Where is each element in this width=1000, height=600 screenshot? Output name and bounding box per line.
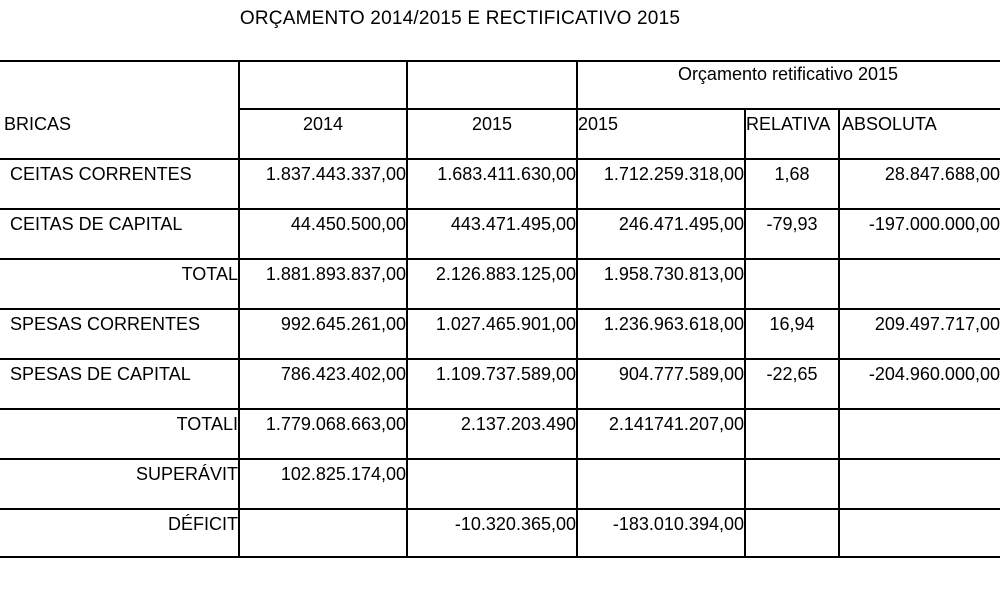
cell-2014: 1.779.068.663,00 bbox=[265, 414, 406, 434]
table-border-top bbox=[0, 60, 1000, 62]
row-label-total: TOTALI bbox=[176, 414, 238, 434]
cell-2014: 44.450.500,00 bbox=[290, 214, 406, 234]
table-col-divider bbox=[406, 60, 408, 558]
cell-2014: 992.645.261,00 bbox=[280, 314, 406, 334]
cell-absoluta: -197.000.000,00 bbox=[868, 214, 1000, 234]
row-label: CEITAS CORRENTES bbox=[10, 164, 192, 184]
table-col-divider bbox=[576, 60, 578, 558]
cell-2015-ret: 2.141741.207,00 bbox=[608, 414, 744, 434]
cell-relativa: -79,93 bbox=[766, 214, 818, 234]
cell-2015: 2.126.883.125,00 bbox=[435, 264, 576, 284]
cell-2015-ret: 904.777.589,00 bbox=[618, 364, 744, 384]
row-label: SPESAS CORRENTES bbox=[10, 314, 201, 334]
cell-2014: 102.825.174,00 bbox=[280, 464, 406, 484]
header-orcamento-retificativo: Orçamento retificativo 2015 bbox=[677, 64, 899, 84]
cell-2015: 443.471.495,00 bbox=[450, 214, 576, 234]
table-rule bbox=[0, 408, 1000, 410]
cell-2015: -10.320.365,00 bbox=[454, 514, 576, 534]
table-rule bbox=[0, 358, 1000, 360]
row-label-deficit: DÉFICIT bbox=[168, 514, 238, 534]
header-rubricas: BRICAS bbox=[4, 114, 72, 134]
header-2015: 2015 bbox=[471, 114, 513, 134]
row-label: CEITAS DE CAPITAL bbox=[10, 214, 183, 234]
cell-2015: 1.027.465.901,00 bbox=[435, 314, 576, 334]
header-absoluta: ABSOLUTA bbox=[842, 114, 937, 134]
table-rule bbox=[0, 258, 1000, 260]
table-rule bbox=[0, 308, 1000, 310]
row-label-superavit: SUPERÁVIT bbox=[135, 464, 238, 484]
cell-absoluta: 209.497.717,00 bbox=[874, 314, 1000, 334]
page-title: ORÇAMENTO 2014/2015 E RECTIFICATIVO 2015 bbox=[239, 8, 681, 29]
cell-absoluta: 28.847.688,00 bbox=[884, 164, 1000, 184]
header-2015-ret: 2015 bbox=[578, 114, 619, 134]
table-border-bottom bbox=[0, 556, 1000, 558]
cell-2015-ret: -183.010.394,00 bbox=[612, 514, 744, 534]
cell-2015: 2.137.203.490 bbox=[460, 414, 576, 434]
row-label: SPESAS DE CAPITAL bbox=[10, 364, 191, 384]
cell-relativa: -22,65 bbox=[766, 364, 818, 384]
header-2014: 2014 bbox=[302, 114, 344, 134]
header-relativa: RELATIVA bbox=[746, 114, 831, 134]
cell-relativa: 16,94 bbox=[769, 314, 815, 334]
cell-2015-ret: 246.471.495,00 bbox=[618, 214, 744, 234]
cell-absoluta: -204.960.000,00 bbox=[868, 364, 1000, 384]
cell-2015: 1.683.411.630,00 bbox=[437, 164, 576, 184]
row-label-total: TOTAL bbox=[181, 264, 238, 284]
cell-2014: 1.881.893.837,00 bbox=[265, 264, 406, 284]
table-rule bbox=[238, 108, 1000, 110]
table-rule bbox=[0, 158, 1000, 160]
table-rule bbox=[0, 458, 1000, 460]
table-rule bbox=[0, 208, 1000, 210]
cell-2015-ret: 1.236.963.618,00 bbox=[603, 314, 744, 334]
cell-relativa: 1,68 bbox=[774, 164, 810, 184]
budget-table bbox=[0, 60, 1000, 558]
cell-2014: 786.423.402,00 bbox=[280, 364, 406, 384]
table-rule bbox=[0, 508, 1000, 510]
cell-2014: 1.837.443.337,00 bbox=[265, 164, 406, 184]
cell-2015-ret: 1.958.730.813,00 bbox=[603, 264, 744, 284]
cell-2015-ret: 1.712.259.318,00 bbox=[603, 164, 744, 184]
cell-2015: 1.109.737.589,00 bbox=[435, 364, 576, 384]
